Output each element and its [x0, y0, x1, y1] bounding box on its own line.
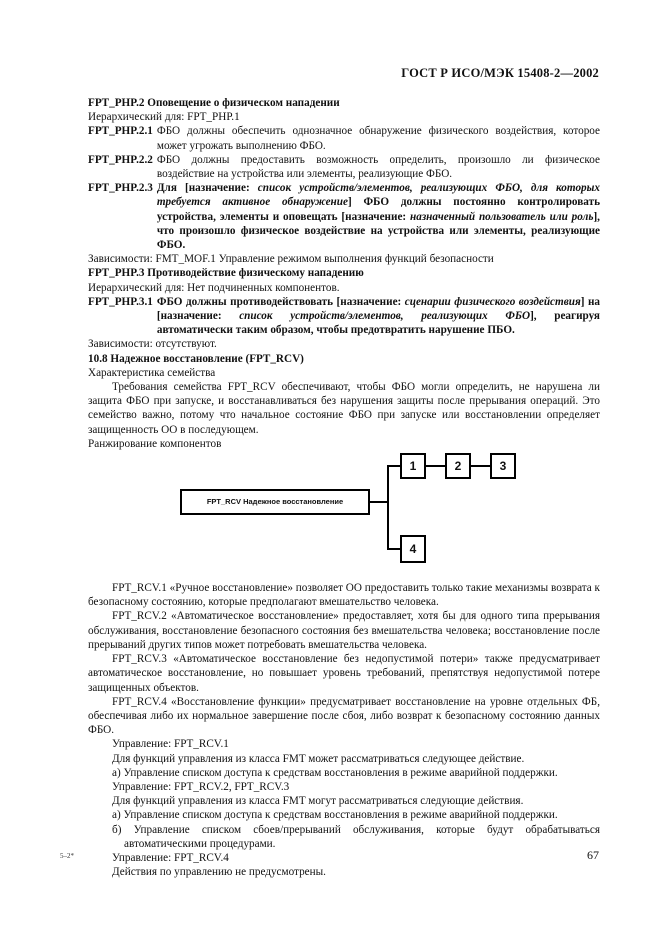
php2-dependencies: Зависимости: FMT_MOF.1 Управление режимом выполнения функций безопасности — [88, 253, 494, 266]
component-rcv1: FPT_RCV.1 «Ручное восстановление» позволяет ОО предоставить только такие механизмы возврата к безопасному состоянию, которые предполагают вмешательство человека. — [88, 582, 600, 609]
assignment-text: назначенный пользователь или роль — [410, 210, 594, 223]
element-label: FPT_PHP.3.1 — [88, 295, 153, 308]
assignment-text: сценарии физического воздействия — [404, 295, 581, 308]
document-body — [88, 96, 600, 879]
php2-element-3 — [88, 181, 600, 252]
connector-line — [387, 465, 389, 549]
management-rcv1-intro: Для функций управления из класса FMT может рассматриваться следующее действие. — [112, 752, 525, 765]
text-part: ], реагируя автоматически таким образом, чтобы предотвратить нарушение ПБО. — [156, 310, 600, 337]
php2-title: FPT_PHP.2 Оповещение о физическом нападении — [88, 97, 340, 109]
php3-hierarchy: Иерархический для: Нет подчиненных компонентов. — [88, 281, 340, 294]
component-rcv4: FPT_RCV.4 «Восстановление функции» предусматривает восстановление на уровне отдельных ФБ, обеспечивая либо их нормальное завершение после сбоя, либо возврат к безопасному состоянию данных ФБО. — [88, 695, 600, 737]
component-box-3: 3 — [490, 453, 516, 479]
text-part: ] на [назначение: — [156, 295, 600, 323]
text-part: Для [назначение: — [156, 182, 258, 195]
management-rcv23-item-a: а) Управление списком доступа к средствам восстановления в режиме аварийной поддержки. — [112, 809, 558, 822]
assignment-text: список устройств/элементов, реализующих ФБО, для которых требуется активное обнаружение — [156, 182, 600, 209]
component-box-1: 1 — [400, 453, 426, 479]
component-box-4: 4 — [400, 535, 426, 563]
component-rcv2: FPT_RCV.2 «Автоматическое восстановление» предоставляет, хотя бы для одного типа прерывания обслуживания, восстановление безопасного состояния без вмешательства человека; восстановление после прерываний других типов может потребовать вмешательства человека. — [88, 610, 600, 651]
management-rcv4-text: Действия по управлению не предусмотрены. — [112, 866, 326, 879]
php2-element-1 — [88, 124, 600, 152]
element-label: FPT_PHP.2.2 — [88, 153, 153, 166]
family-box: FPT_RCV Надежное восстановление — [180, 489, 370, 515]
element-text: ФБО должны обеспечить однозначное обнаружение физического воздействия, которое может угрожать выполнению ФБО. — [156, 125, 600, 152]
component-ranking-diagram — [88, 453, 600, 571]
php3-dependencies: Зависимости: отсутствуют. — [88, 338, 217, 351]
management-rcv1-item-a: а) Управление списком доступа к средствам восстановления в режиме аварийной поддержки. — [112, 766, 558, 779]
text-part: ], что произошло физическое воздействие на устройства или элементы, реализующие ФБО. — [156, 210, 600, 252]
php3-title: FPT_PHP.3 Противодействие физическому нападению — [88, 267, 364, 280]
rcv-heading: 10.8 Надежное восстановление (FPT_RCV) — [88, 352, 304, 365]
component-rcv3: FPT_RCV.3 «Автоматическое восстановление без недопустимой потери» также предусматривает автоматическое восстановление, но повышает уровень требований, препятствуя недопустимой потере защищенных объектов. — [88, 653, 600, 694]
php2-element-2 — [88, 153, 600, 181]
management-rcv23-title: Управление: FPT_RCV.2, FPT_RCV.3 — [112, 780, 290, 793]
rcv-ranking: Ранжирование компонентов — [88, 437, 222, 450]
connector-line — [471, 465, 491, 467]
text-part: ФБО должны противодействовать [назначение: — [156, 295, 405, 308]
rcv-description: Требования семейства FPT_RCV обеспечивают, чтобы ФБО могли определить, не нарушена ли защита ФБО при запуске, и восстанавливаться без нарушения защиты после прерывания операций. Это семейство важно, потому что начальное состояние ФБО при запуске или восстановлении определяет защищенность ОО в последующем. — [88, 381, 600, 436]
sheet-mark: 5–2* — [60, 852, 74, 860]
standard-header: ГОСТ Р ИСО/МЭК 15408-2—2002 — [401, 66, 599, 80]
connector-line — [426, 465, 446, 467]
connector-line — [370, 501, 388, 503]
management-rcv23-intro: Для функций управления из класса FMT могут рассматриваться следующие действия. — [112, 795, 524, 808]
php3-element-1 — [88, 295, 600, 338]
element-label: FPT_PHP.2.3 — [88, 182, 153, 195]
rcv-characteristic: Характеристика семейства — [88, 366, 216, 379]
element-label: FPT_PHP.2.1 — [88, 125, 153, 138]
management-rcv4-title: Управление: FPT_RCV.4 — [112, 851, 229, 864]
text-part: ] ФБО должны постоянно контролировать устройства, элементы и оповещать [назначение: — [156, 196, 600, 223]
connector-line — [387, 548, 401, 550]
php2-hierarchy: Иерархический для: FPT_PHP.1 — [88, 111, 240, 124]
component-box-2: 2 — [445, 453, 471, 479]
management-rcv1-title: Управление: FPT_RCV.1 — [112, 738, 229, 751]
element-text — [157, 181, 600, 252]
connector-line — [387, 465, 401, 467]
element-text — [157, 295, 600, 338]
element-text: ФБО должны предоставить возможность определить, произошло ли физическое воздействие на устройства или элементы, реализующие ФБО. — [156, 153, 600, 181]
assignment-text: список устройств/элементов, реализующих ФБО — [239, 310, 531, 323]
page-number: 67 — [587, 848, 599, 862]
management-rcv23-item-b: б) Управление списком сбоев/прерываний обслуживания, которые будут обрабатываться автоматическими процедурами. — [112, 823, 600, 850]
